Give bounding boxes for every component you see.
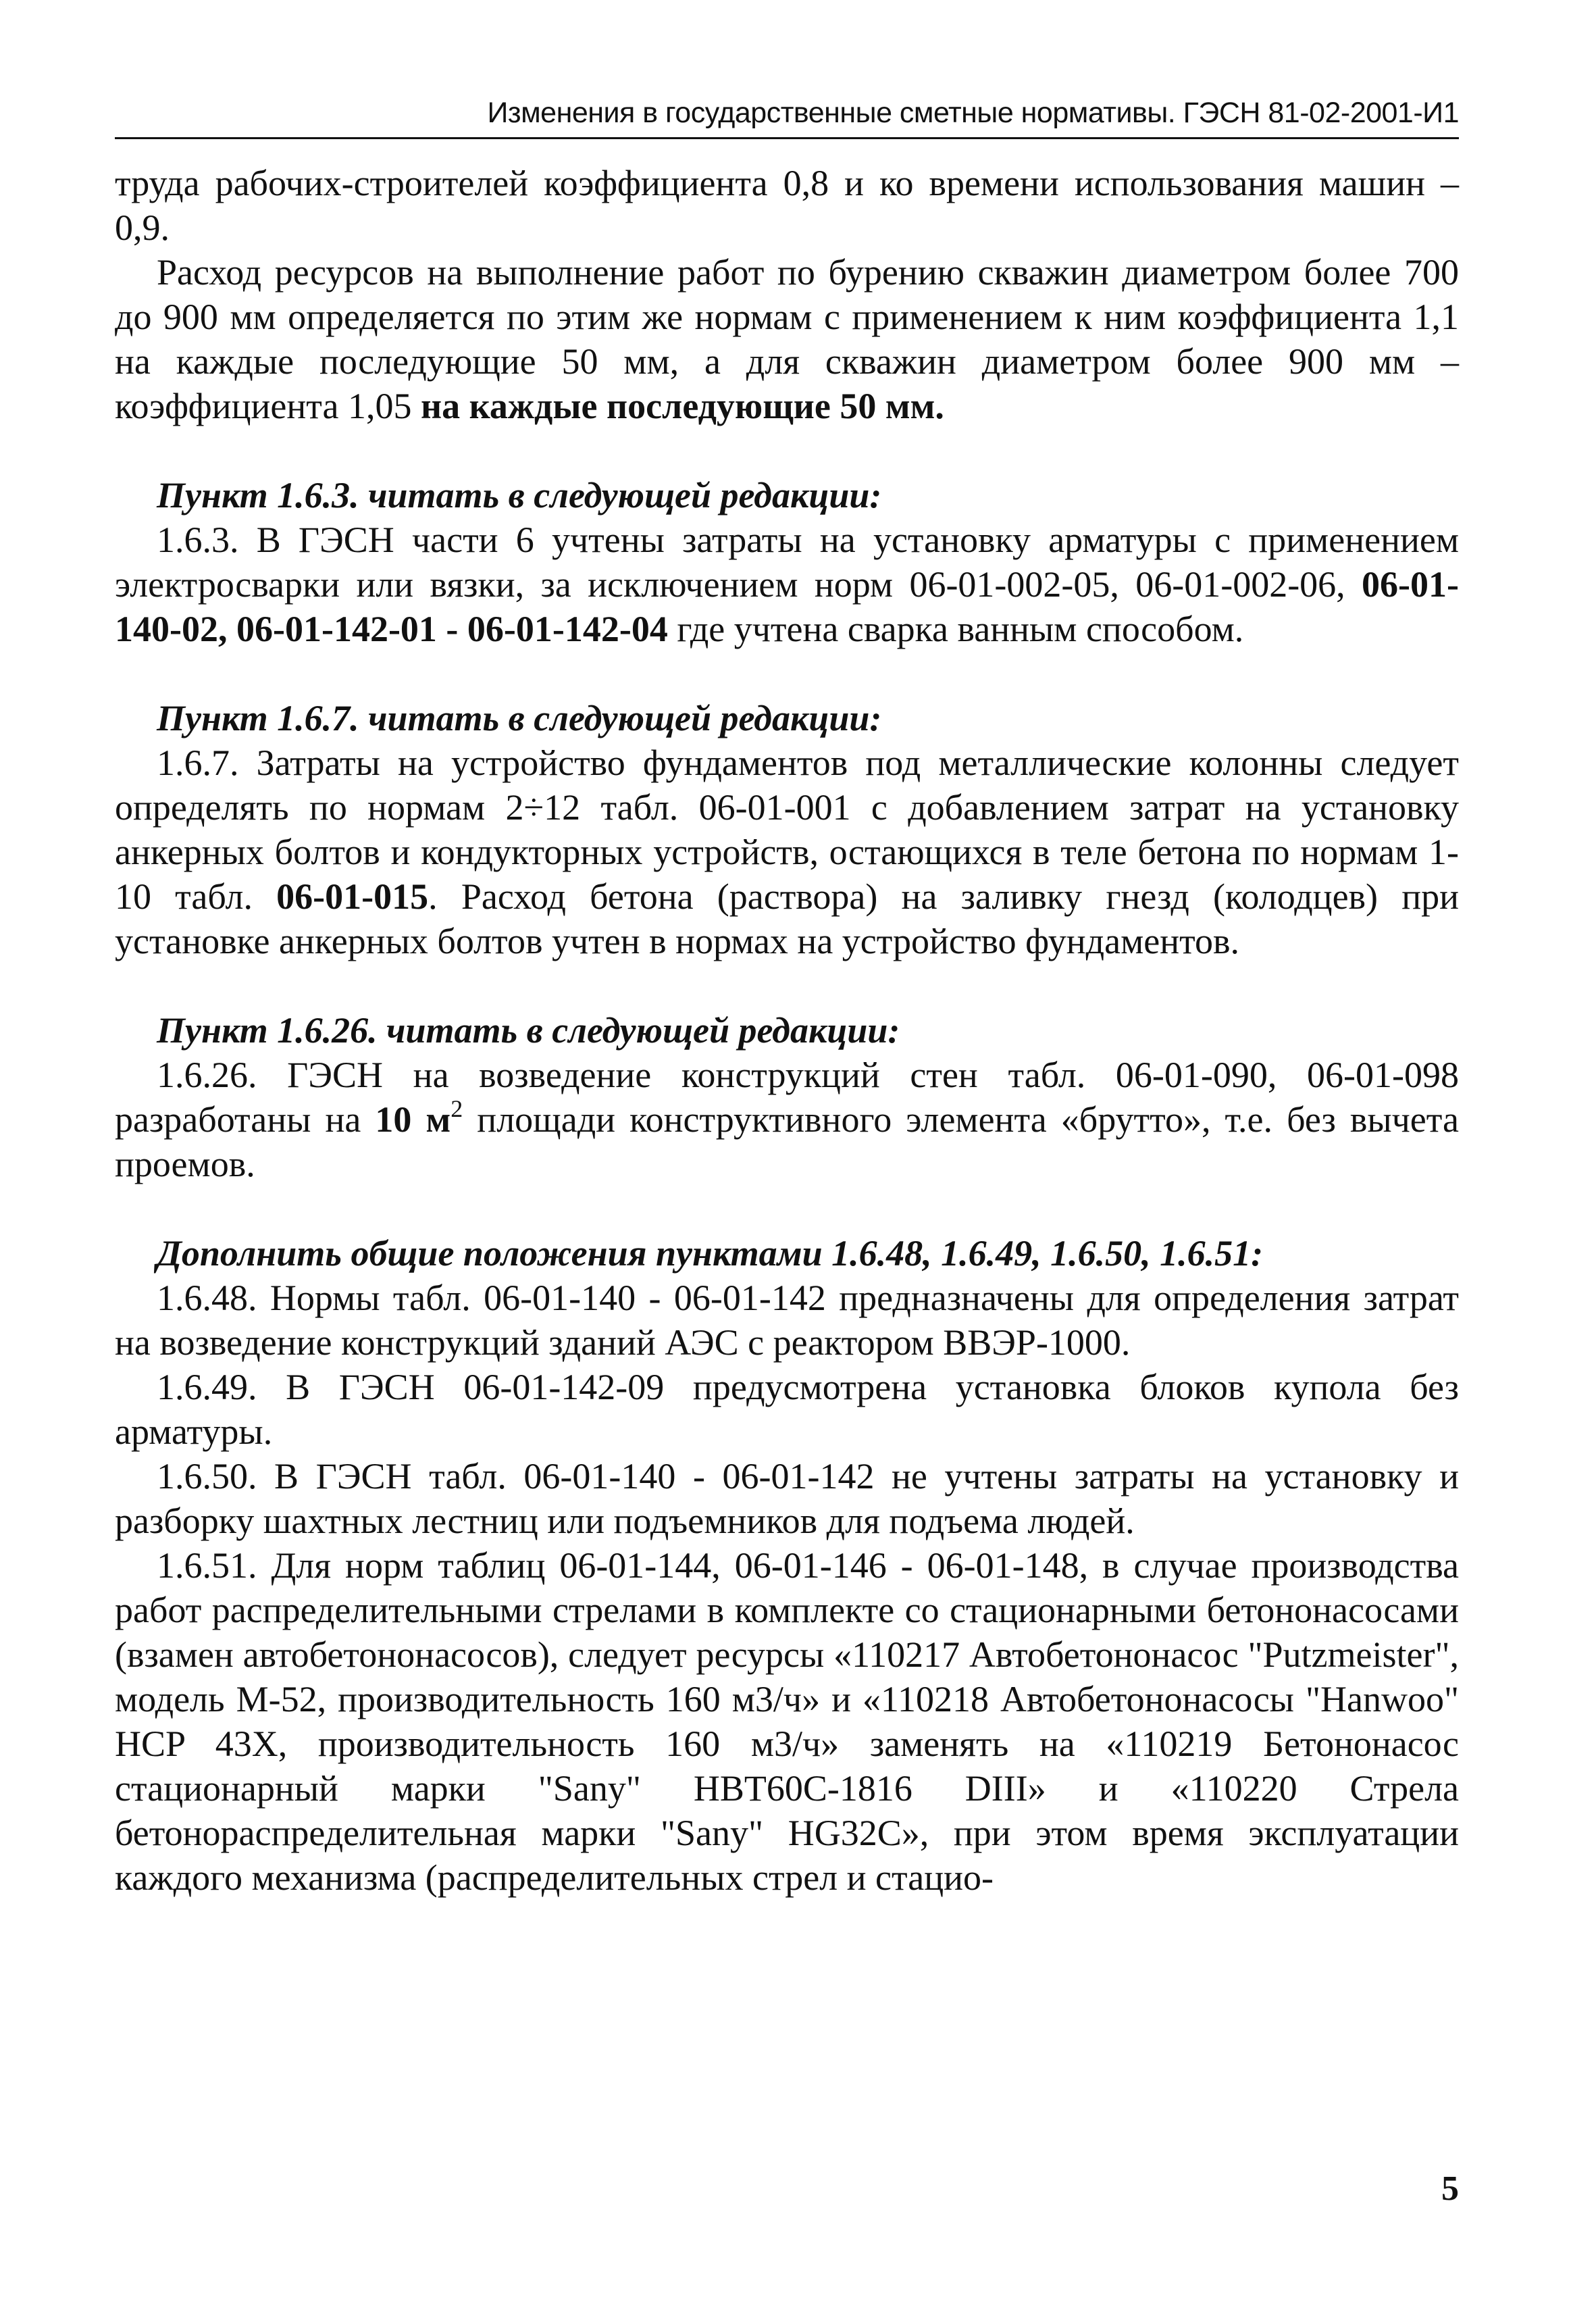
paragraph-1-6-50: 1.6.50. В ГЭСН табл. 06-01-140 - 06-01-142 не учтены затраты на установку и разборку шахтных лестниц или подъемников для подъема людей. [115,1456,1459,1541]
paragraph-1-6-26 [115,1053,1459,1186]
paragraph-drilling-text: Расход ресурсов на выполнение работ по бурению скважин диаметром более 700 до 900 мм определяется по этим же нормам с применением к ним коэффициента 1,1 на каждые последующие 50 мм, а для скважин диаметром более 900 мм – коэффициента 1,05 [115,252,1459,426]
heading-additions: Дополнить общие положения пунктами 1.6.48, 1.6.49, 1.6.50, 1.6.51: [157,1233,1264,1274]
superscript-2: 2 [451,1095,463,1122]
paragraph-continued: труда рабочих-строителей коэффициента 0,8 и ко времени использования машин – 0,9. [115,163,1459,248]
paragraph-1-6-51: 1.6.51. Для норм таблиц 06-01-144, 06-01-146 - 06-01-148, в случае производства работ распределительными стрелами в комплекте со стационарными бетононасосами (взамен автобетононасосов), следует ресурсы «110217 Автобетононасос "Putzmeister", модель М-52, производительность 160 м3/ч» и «110218 Автобетононасосы "Hanwoo" HCP 43X, производительность 160 м3/ч» заменять на «110219 Бетононасос стационарный марки "Sany" HBT60C-1816 DIII» и «110220 Стрела бетонораспределительная марки "Sany" HG32C», при этом время эксплуатации каждого механизма (распределительных стрел и стацио- [115,1545,1459,1898]
paragraph-1-6-26-bold: 10 м [375,1099,451,1140]
paragraph-1-6-3-tail: где учтена сварка ванным способом. [667,609,1244,649]
paragraph-1-6-7-bold: 06-01-015 [276,876,429,917]
paragraph-1-6-26-text: 1.6.26. ГЭСН на возведение конструкций стен табл. 06-01-090, 06-01-098 разработаны на [115,1055,1459,1140]
paragraph-1-6-3-bold: 06-01-140-02, 06-01-142-01 - 06-01-142-04 [115,564,1459,649]
paragraph-1-6-3 [115,518,1459,651]
paragraph-1-6-7-text: 1.6.7. Затраты на устройство фундаментов под металлические колонны следует определять по нормам 2÷12 табл. 06-01-001 с добавлением затрат на установку анкерных болтов и кондукторных устройств, остающихся в теле бетона по нормам 1-10 табл. [115,743,1459,917]
heading-1-6-7: Пункт 1.6.7. читать в следующей редакции: [157,698,882,738]
running-header: Изменения в государственные сметные нормативы. ГЭСН 81-02-2001-И1 [487,97,1459,129]
paragraph-1-6-26-tail: площади конструктивного элемента «брутто», т.е. без вычета проемов. [115,1099,1459,1184]
paragraph-drilling [115,250,1459,428]
heading-1-6-3: Пункт 1.6.3. читать в следующей редакции: [157,475,882,515]
page-number: 5 [1441,2169,1459,2208]
document-body [115,161,1459,1900]
paragraph-1-6-7 [115,740,1459,963]
paragraph-1-6-49: 1.6.49. В ГЭСН 06-01-142-09 предусмотрена установка блоков купола без арматуры. [115,1367,1459,1452]
paragraph-1-6-48: 1.6.48. Нормы табл. 06-01-140 - 06-01-142 предназначены для определения затрат на возведение конструкций зданий АЭС с реактором ВВЭР-1000. [115,1278,1459,1363]
paragraph-1-6-7-tail: . Расход бетона (раствора) на заливку гнезд (колодцев) при установке анкерных болтов учтен в нормах на устройство фундаментов. [115,876,1459,961]
header-rule [115,137,1459,139]
heading-1-6-26: Пункт 1.6.26. читать в следующей редакции: [157,1010,900,1051]
paragraph-1-6-3-text: 1.6.3. В ГЭСН части 6 учтены затраты на установку арматуры с применением электросварки или вязки, за исключением норм 06-01-002-05, 06-01-002-06, [115,520,1459,605]
paragraph-drilling-bold: на каждые последующие 50 мм. [420,386,944,426]
